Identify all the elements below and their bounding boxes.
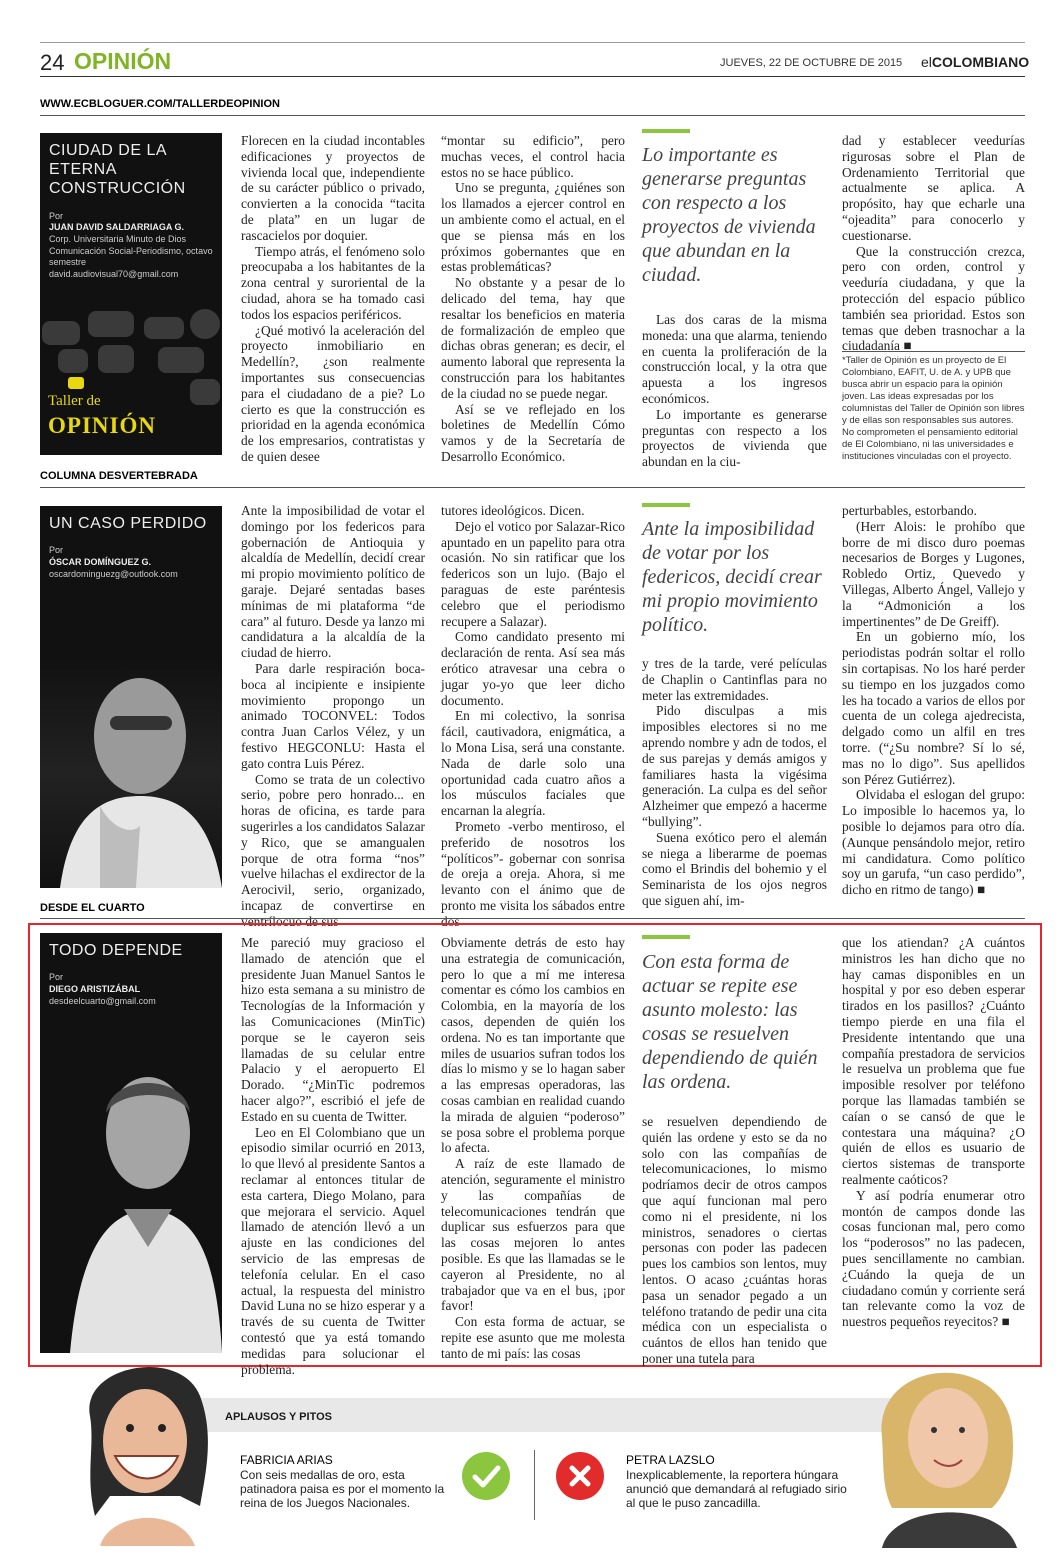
speech-bubble-icon <box>190 379 220 405</box>
kicker-blog-url[interactable]: WWW.ECBLOGUER.COM/TALLERDEOPINION <box>40 98 280 110</box>
cross-icon <box>556 1452 604 1500</box>
badge-bottom: OPINIÓN <box>48 413 156 438</box>
author-affiliation: Corp. Universitaria Minuto de Dios Comunicación Social-Periodismo, octavo semestre <box>49 233 213 268</box>
whistle-text: Inexplicablemente, la reportera húngara anunció que demandará al refugiado sirio al que le puso zancadilla. <box>626 1468 847 1510</box>
newspaper-brand: elCOLOMBIANO <box>921 54 1030 70</box>
author-email[interactable]: oscardominguezg@outlook.com <box>49 568 178 579</box>
rule <box>40 487 1025 488</box>
speech-bubble-icon <box>158 347 204 373</box>
issue-date: JUEVES, 22 DE OCTUBRE DE 2015 <box>720 57 903 69</box>
kicker-column-name: DESDE EL CUARTO <box>40 902 145 914</box>
article1-col3: Las dos caras de la misma moneda: una que alarma, teniendo en cuenta la proliferación de la construcción local, y la otra que apuesta a los ingresos económicos. Lo importante es generarse preguntas con respecto a los proyectos de vivienda que abundan en la ciu- <box>642 312 827 470</box>
footer-title: APLAUSOS Y PITOS <box>225 1411 332 1423</box>
chat-icon <box>68 377 84 389</box>
rule <box>40 115 1025 116</box>
author-email[interactable]: david.audiovisual70@gmail.com <box>49 269 179 279</box>
applause-name: FABRICIA ARIAS <box>240 1453 333 1467</box>
pull-quote: Con esta forma de actuar se repite ese asunto molesto: las cosas se resuelven dependiendo de quién las ordena. <box>642 951 818 1093</box>
speech-bubble-icon <box>88 311 134 337</box>
header-rule <box>40 76 1025 77</box>
speech-bubble-icon <box>190 309 220 339</box>
pull-quote: Ante la imposibilidad de votar por los federicos, decidí crear mi propio movimiento político. <box>642 518 822 636</box>
author-box <box>40 133 222 455</box>
author-name: JUAN DAVID SALDARRIAGA G. <box>49 222 185 233</box>
article3-col2: Obviamente detrás de esto hay una estrategia de comunicación, pero lo que a mí me interesa comentar es cómo los cambios en Colombia, en la mayoría de los casos, dependen de quién los ordena. No es tan importante que miles de usuarios sufran todos los días lo mismo y se lo hagan saber a las empresas operadoras, las cosas cambian en realidad cuando la mirada de alguien “poderoso” se posa sobre el problema porque lo afecta. A raíz de este llamado de atención, seguramente el ministro y las compañías de telecomunicaciones tendrán que duplicar sus esfuerzos para que las cosas mejoren lo antes posible. Es que las llamadas se le cayeron al Presidente, no al trabajador que va en el bus, ¡por favor! Con esta forma de actuar, se repite ese asunto que me molesta tanto de mi país: las cosas <box>441 935 625 1361</box>
page-number: 24 <box>40 50 65 75</box>
author-email[interactable]: desdeelcuarto@gmail.com <box>49 995 156 1006</box>
speech-bubble-icon <box>58 349 88 373</box>
author-box <box>40 933 222 1353</box>
article1-col1: Florecen en la ciudad incontables edificaciones y proyectos de vivienda local que, independiente de su carácter público o privado, convierten a la conocida “tacita de plata” en un lugar de rascacielos por doquier. Tiempo atrás, el fenómeno solo preocupaba a los habitantes de la zona central y suroriental de la ciudad, ahora se ha tomado casi todos los espacios periféricos. ¿Qué motivó la aceleración del proyecto inmobiliario en Medellín?, ¿son realmente importantes sus consecuencias para el ciudadano de a pie? Lo cierto es que la construcción es prioridad en la agenda económica de los empresarios, contratistas y de quien desee <box>241 133 425 464</box>
section-title: OPINIÓN <box>74 48 172 74</box>
caricature-left <box>70 1346 220 1546</box>
quote-bar <box>642 129 690 133</box>
divider <box>534 1450 535 1520</box>
rule <box>40 918 1025 919</box>
article3-col1: Me pareció muy gracioso el llamado de atención que el presidente Juan Manuel Santos le hizo esta semana a su ministro de Tecnologías de la Información y las Comunicaciones (MinTic) porque se le cayeron seis llamadas de su celular entre Palacio y el aeropuerto El Dorado. “¿MinTic podremos hacer algo?”, escribió el jefe de Estado en su cuenta de Twitter. Leo en El Colombiano que un episodio similar ocurrió en 2013, lo que llevó al presidente Santos a reclamar al entonces titular de esta cartera, Diego Molano, para que mejorara el servicio. Aquel llamado de atención llevó a un ajuste en las condiciones del servicio de las empresas de telefonía celular. En el caso actual, la respuesta del ministro David Luna no se hizo esperar y a través de su cuenta de Twitter contestó que ya está tomando medidas para solucionar el problema. <box>241 935 425 1377</box>
article1-col4: dad y establecer veedurías rigurosas sobre el Plan de Ordenamiento Territorial que actualmente se aplica. A propósito, hay que echarle una “ojeadita” para conocerlo y cuestionarse. Que la construcción crezca, pero con orden, control y veeduría ciudadana, y que la protección del espacio público también sea prioridad. Estos son temas que deben trasnochar a la ciudadanía ■ <box>842 133 1025 354</box>
author-photo <box>40 656 222 888</box>
check-icon <box>462 1452 510 1500</box>
article3-col3: se resuelven dependiendo de quién las ordene y esto se da no solo con las compañías de telecomunicaciones, lo mismo podríamos decir de otros campos que aquí funcionan mal pero como ni el presidente, ni los ministros, senadores o ciertas personas con poder las padecen pues los cambios son lentos, muy lentos. O acaso ¿cuántas horas pasa un senador pegado a un teléfono tratando de pedir una cita médica con un especialista o cuántos de ellos han tenido que poner una tutela para <box>642 1114 827 1366</box>
author-name: DIEGO ARISTIZÁBAL <box>49 983 141 994</box>
quote-bar <box>642 503 690 507</box>
speech-bubble-icon <box>144 317 184 339</box>
project-note: *Taller de Opinión es un proyecto de El Colombiano, EAFIT, U. de A. y UPB que busca abrir un espacio para la opinión joven. Las ideas expresadas por los columnistas del Taller de Opinión son libres y de ellas son responsables sus autores. No comprometen el pensamiento editorial de El Colombiano, ni las universidades e instituciones vinculadas con el proyecto. <box>842 355 1025 462</box>
note-rule <box>842 351 1025 352</box>
author-meta: Por ÓSCAR DOMÍNGUEZ G. oscardominguezg@outlook.com <box>49 545 213 580</box>
column-title: TODO DEPENDE <box>49 942 183 959</box>
column-title: UN CASO PERDIDO <box>49 515 207 532</box>
kicker-column-name: COLUMNA DESVERTEBRADA <box>40 470 198 482</box>
speech-bubble-icon <box>98 345 134 373</box>
author-meta: Por JUAN DAVID SALDARRIAGA G. Corp. Universitaria Minuto de Dios Comunicación Social-Periodismo, octavo semestre david.audiovisual70@gmail.com <box>49 210 213 279</box>
top-rule <box>40 42 1025 43</box>
column-title: CIUDAD DE LA ETERNA CONSTRUCCIÓN <box>49 142 186 198</box>
article2-col4: perturbables, estorbando. (Herr Alois: le prohíbo que borre de mi disco duro poemas necesarios de Borges y Lugones, Robledo Ortiz, Quevedo y Villegas, Alberto Ángel, Vallejo y la “Admonición a los impertinentes” de De Greiff). En un gobierno mío, los periodistas podrán soltar el rollo sin cortapisas. No los haré perder su tiempo en los juzgados como les ha tocado a varios de ellos por cuenta de un colega ajedrecista, delgado como un alfil en tres torre. (“¿Su nombre? Sí lo sé, mas no lo digo”. Sus apellidos son Pérez Gutiérrez). Olvidaba el eslogan del grupo: Lo imposible lo hacemos ya, lo posible lo dejamos para otro día. (Aunque pensándolo mejor, retiro mi candidatura. Como político soy un garufa, “un caso perdido”, dicho en ritmo de tango) ■ <box>842 503 1025 898</box>
article1-col2: “montar su edificio”, pero muchas veces, el control hacia estos no se hace público. Uno se pregunta, ¿quiénes son los llamados a ejercer control en un ambiente como el actual, en el que se piensa más en los próximos gobernantes que en estas problemáticas? No obstante y a pesar de lo delicado del tema, hay que resaltar los beneficios en materia de formalización de empleo que dichas obras generan; es decir, el aumento laboral que representa la construcción para los habitantes de la ciudad no se puede negar. Así se ve reflejado en los boletines de Medellín Cómo vamos y de la Secretaría de Desarrollo Económico. <box>441 133 625 464</box>
author-meta: Por DIEGO ARISTIZÁBAL desdeelcuarto@gmail.com <box>49 972 213 1007</box>
article2-col1: Ante la imposibilidad de votar el domingo por los federicos para gobernación de Antioquia y alcaldía de Medellín, decidí crear mi propio movimiento político de garaje. Dejaré sentadas bases mínimas de mi plataforma “de cara” al futuro. Desde ya lanzo mi candidatura a la alcaldía de la ciudad de hierro. Para darle respiración boca-boca al incipiente e insipiente movimiento propongo un animado TOCONVEL: Todos contra Juan Carlos Vélez, y un festivo HEGCONLU: Hasta el gato contra Luis Pérez. Como se trata de un colectivo serio, pobre pero honrado... en horas de oficina, es tarde para sugerirles a los candidatos Salazar y Rico, que se amangualen porque de otra forma “nos” vuelve hilachas el exdirector de la Aerocivil, serio, organizado, incapaz de convertirse en ventrílocuo de sus <box>241 503 425 929</box>
caricature-right <box>862 1338 1022 1548</box>
quote-bar <box>642 935 690 939</box>
author-box <box>40 506 222 888</box>
applause-text: Con seis medallas de oro, esta patinadora paisa es por el momento la reina de los Juegos Nacionales. <box>240 1468 445 1510</box>
article2-col3: y tres de la tarde, veré películas de Chaplin o Cantinflas para no meter las extremidades. Pido disculpas a mis imposibles electores si no me aprendo nombre y adn de todos, el de sus parejas y demás amigos y familiares hasta la vigésima generación. La culpa es del señor Alzheimer que empezó a hacerme “bullying”. Suena exótico pero el alemán se niega a liberarme de poemas como el Brindis del bohemio y el Seminarista de los ojos negros que siguen ahí, im- <box>642 656 827 908</box>
speech-bubble-icon <box>42 321 80 345</box>
pull-quote: Lo importante es generarse preguntas con respecto a los proyectos de vivienda que abundan en la ciudad. <box>642 144 816 286</box>
author-photo <box>40 1033 222 1353</box>
article2-col2: tutores ideológicos. Dicen. Dejo el votico por Salazar-Rico apuntado en un papelito para otra ocasión. No sin ratificar que los federicos son un lujo. (Bajo el paraguas de este paréntesis celebro que el periodismo recupere a Salazar). Como candidato presento mi declaración de renta. Así sea más erótico atravesar una cebra o jugar yo-yo que leer dicho documento. En mi colectivo, la sonrisa fácil, cautivadora, enigmática, a lo Mona Lisa, será una constante. Nada de darle solo una oportunidad cada cuatro años a los músculos faciales que encarnan la alegría. Prometo -verbo mentiroso, el preferido de nosotros los “políticos”- gobernar con sonrisa de oreja a oreja. Ahora, si me levanto con el ánimo que de pronto me visita los sábados entre dos <box>441 503 625 929</box>
article3-col4: que los atiendan? ¿A cuántos ministros les han dicho que no hay camas disponibles en un hospital y por eso deben esperar tirados en los pasillos? ¿Cuánto tiempo pierde en una fila el Presidente intentando que una compañía prestadora de servicios le resuelva un problema que fue imposible resolver por teléfono porque las llamadas también se caían o se cansó de que le contestara una máquina? ¿O quién de ellos es usuario de ciertos sistemas de transporte realmente caóticos? Y así podría enumerar otro montón de campos donde las cosas funcionan mal, pero como los “poderosos” no las padecen, pues sencillamente no cambian. ¿Cuándo la queja de un ciudadano común y corriente será tan relevante como la voz de nuestros pequeños reyecitos? ■ <box>842 935 1025 1330</box>
author-name: ÓSCAR DOMÍNGUEZ G. <box>49 556 152 567</box>
whistle-name: PETRA LAZSLO <box>626 1453 715 1467</box>
badge-top: Taller de <box>48 393 101 409</box>
